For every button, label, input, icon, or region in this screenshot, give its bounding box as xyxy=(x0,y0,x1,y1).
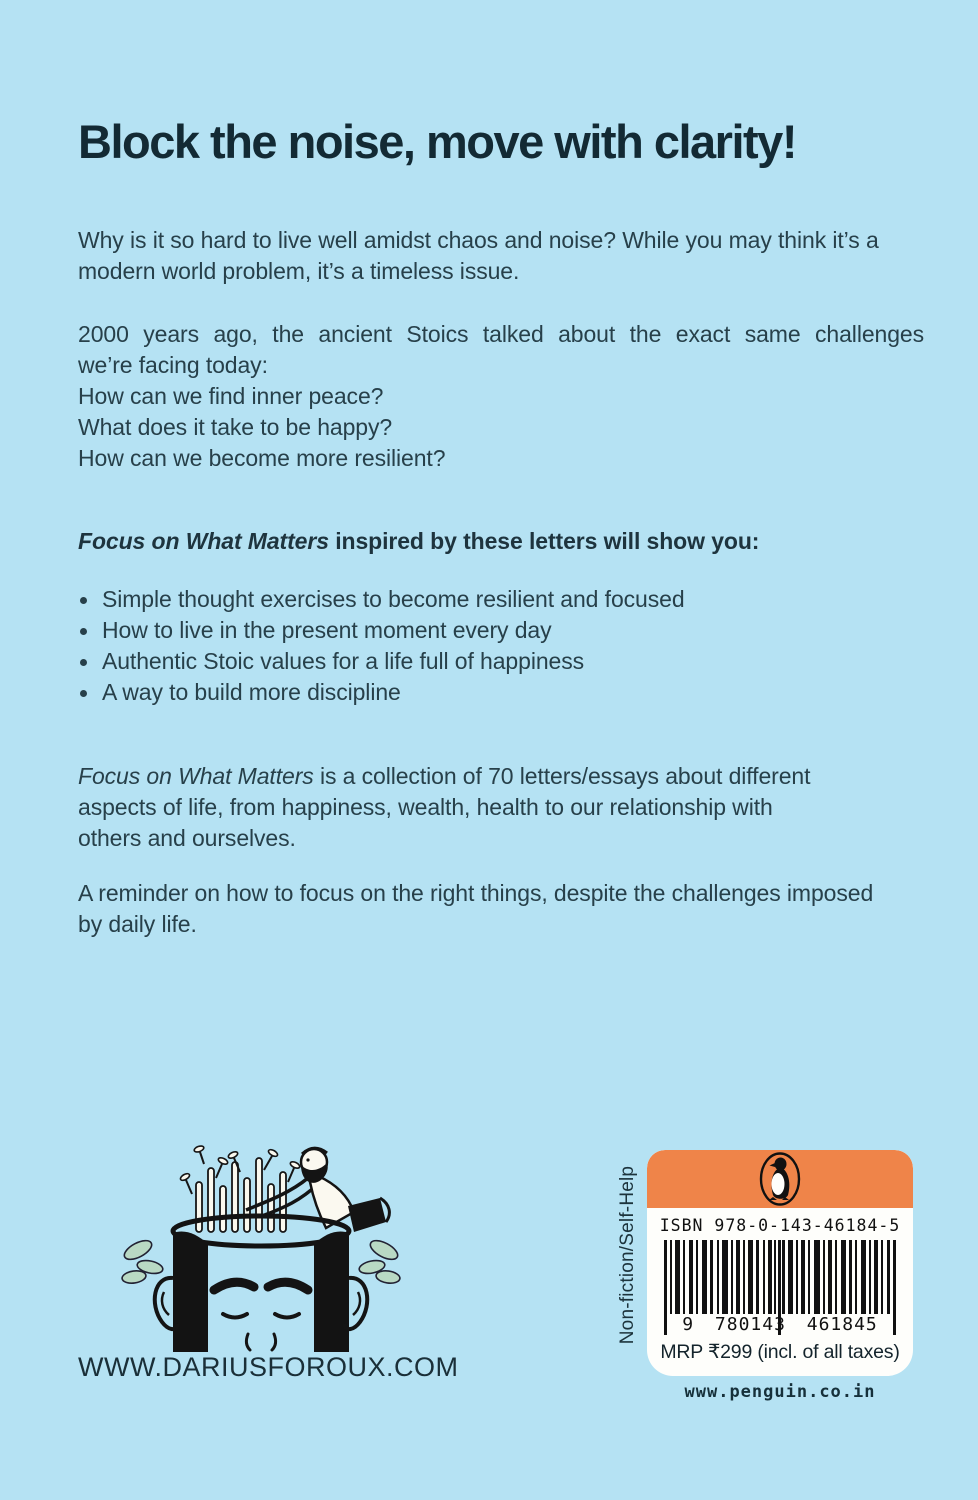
question-line: How can we become more resilient? xyxy=(78,445,446,471)
paragraph-line: others and ourselves. xyxy=(78,825,296,851)
lead-sentence xyxy=(78,526,934,557)
penguin-brand-band xyxy=(647,1150,913,1208)
list-item: Simple thought exercises to become resilient and focused xyxy=(78,584,934,615)
paragraph-line: by daily life. xyxy=(78,911,197,937)
barcode xyxy=(662,1240,898,1338)
list-item: How to live in the present moment every day xyxy=(78,615,934,646)
mrp-price-text: MRP ₹299 (incl. of all taxes) xyxy=(660,1341,900,1363)
book-title-italic: Focus on What Matters xyxy=(78,763,314,789)
description-paragraph xyxy=(78,761,934,854)
book-title-italic: Focus on What Matters xyxy=(78,528,329,554)
genre-label: Non-fiction/Self-Help xyxy=(617,1165,638,1345)
paragraph-line xyxy=(78,761,934,792)
stoics-paragraph xyxy=(78,319,934,474)
paragraph-line: A reminder on how to focus on the right things, despite the challenges imposed xyxy=(78,880,874,906)
benefits-list xyxy=(78,584,934,708)
isbn-text: ISBN 978-0-143-46184-5 xyxy=(659,1216,901,1235)
list-item: Authentic Stoic values for a life full of happiness xyxy=(78,646,934,677)
barcode-digits: 9 780143 461845 xyxy=(682,1314,878,1335)
head-garden-logo-icon xyxy=(96,1134,406,1354)
paragraph-line: modern world problem, it’s a timeless issue. xyxy=(78,258,520,284)
intro-paragraph xyxy=(78,225,934,287)
paragraph-line-rest: is a collection of 70 letters/essays about different xyxy=(313,763,811,789)
list-item: A way to build more discipline xyxy=(78,677,934,708)
question-line: How can we find inner peace? xyxy=(78,383,384,409)
publisher-url: www.penguin.co.in xyxy=(684,1382,876,1402)
paragraph-line: we’re facing today: xyxy=(78,352,268,378)
reminder-paragraph xyxy=(78,878,934,940)
paragraph-line: aspects of life, from happiness, wealth, health to our relationship with xyxy=(78,794,773,820)
head-garden-logo xyxy=(96,1134,406,1354)
author-website-url: WWW.DARIUSFOROUX.COM xyxy=(78,1352,459,1382)
penguin-icon xyxy=(758,1151,802,1207)
headline: Block the noise, move with clarity! xyxy=(78,115,796,168)
paragraph-line: Why is it so hard to live well amidst chaos and noise? While you may think it’s a xyxy=(78,227,879,253)
paragraph-line: 2000 years ago, the ancient Stoics talked about the exact same challenges xyxy=(78,321,924,347)
isbn-price-label xyxy=(647,1150,913,1376)
question-line: What does it take to be happy? xyxy=(78,414,393,440)
lead-rest: inspired by these letters will show you: xyxy=(328,528,760,554)
